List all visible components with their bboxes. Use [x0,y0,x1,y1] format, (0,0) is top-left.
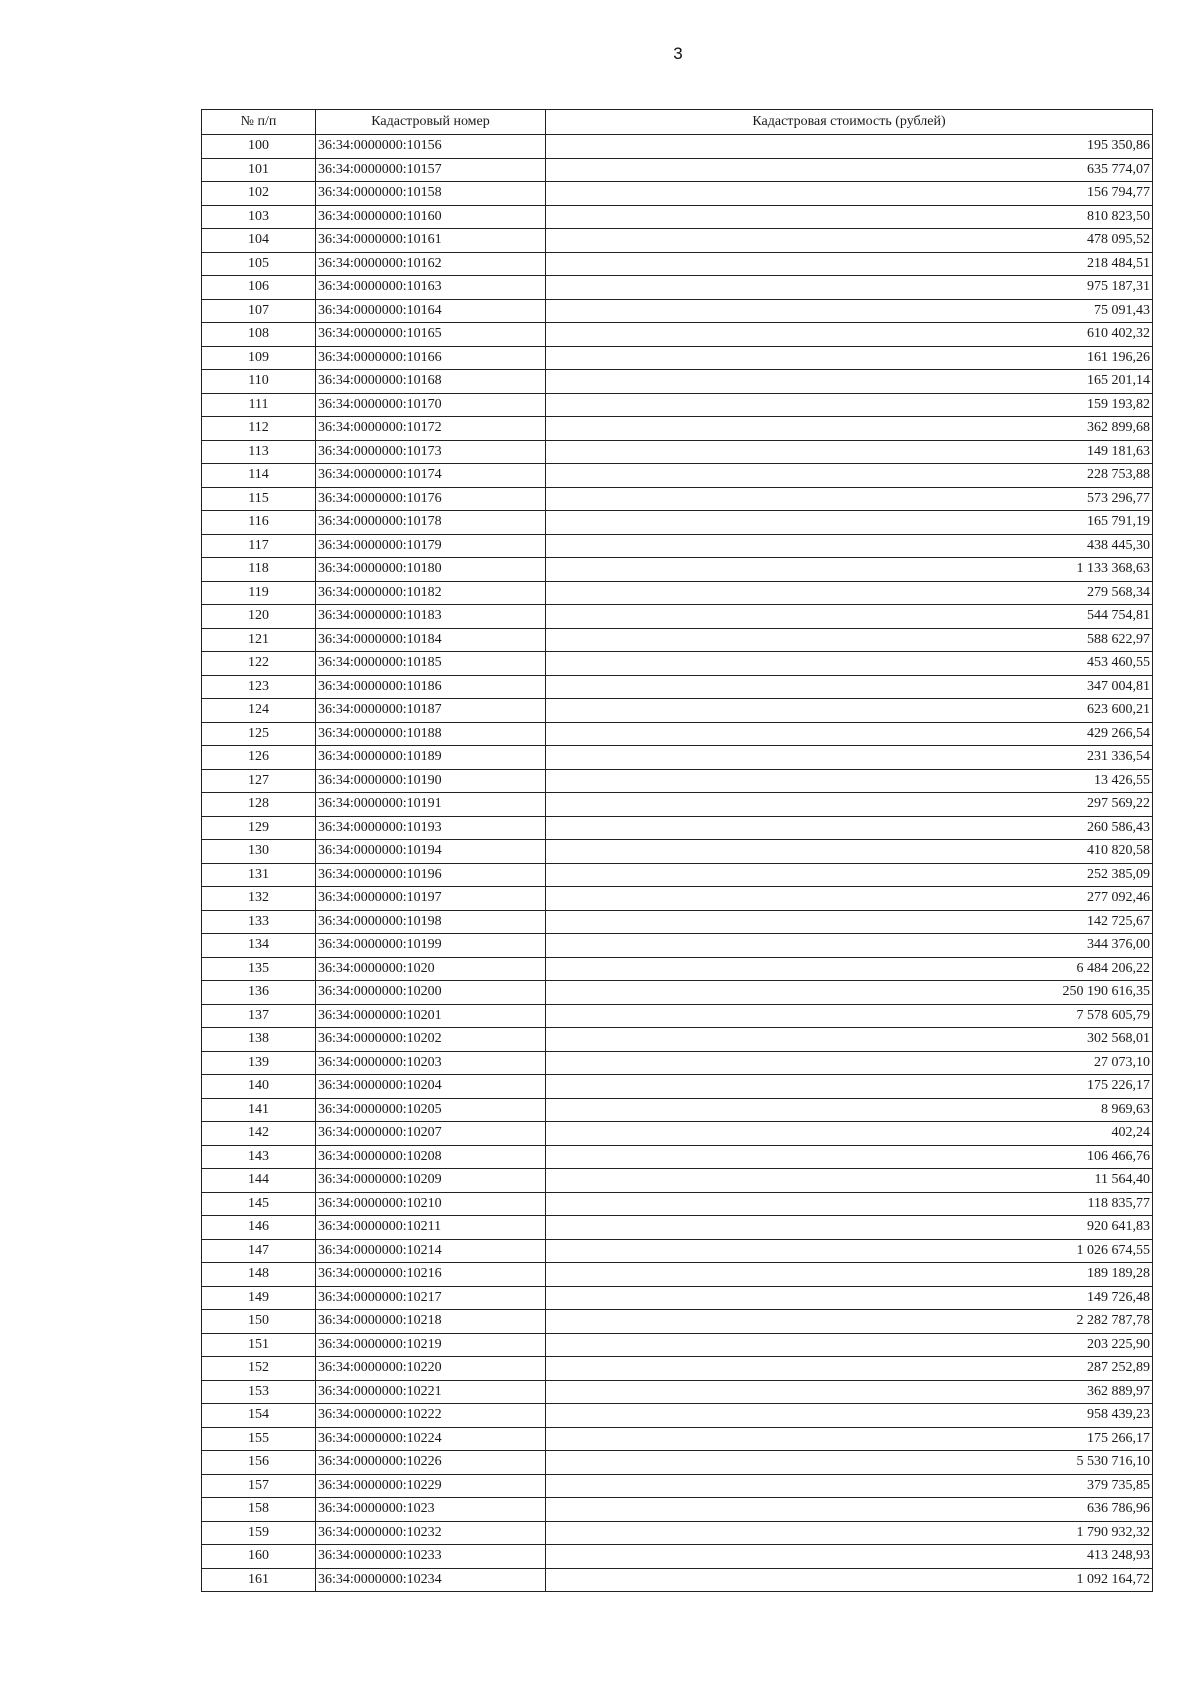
cadastral-value-cell: 11 564,40 [546,1169,1153,1193]
cadastral-value-cell: 1 026 674,55 [546,1239,1153,1263]
row-number-cell: 114 [202,464,316,488]
table-row [202,487,1153,511]
cadastral-value-cell: 260 586,43 [546,816,1153,840]
cadastral-number-cell: 36:34:0000000:10193 [316,816,546,840]
row-number-cell: 158 [202,1498,316,1522]
table-row [202,370,1153,394]
row-number-cell: 141 [202,1098,316,1122]
table-row [202,1568,1153,1592]
table-row [202,887,1153,911]
header-row [202,110,1153,135]
table-row [202,1169,1153,1193]
table-row [202,1004,1153,1028]
table-row [202,1028,1153,1052]
cadastral-value-cell: 402,24 [546,1122,1153,1146]
row-number-cell: 145 [202,1192,316,1216]
table-row [202,440,1153,464]
cadastral-value-cell: 106 466,76 [546,1145,1153,1169]
row-number-cell: 130 [202,840,316,864]
table-row [202,229,1153,253]
cadastral-number-cell: 36:34:0000000:10156 [316,135,546,159]
cadastral-number-cell: 36:34:0000000:10200 [316,981,546,1005]
cadastral-number-cell: 36:34:0000000:10204 [316,1075,546,1099]
cadastral-value-cell: 362 889,97 [546,1380,1153,1404]
cadastral-number-cell: 36:34:0000000:10178 [316,511,546,535]
cadastral-number-cell: 36:34:0000000:10232 [316,1521,546,1545]
table-row [202,652,1153,676]
row-number-cell: 123 [202,675,316,699]
cadastral-value-cell: 149 726,48 [546,1286,1153,1310]
table-row [202,863,1153,887]
cadastral-value-cell: 165 791,19 [546,511,1153,535]
cadastral-value-cell: 379 735,85 [546,1474,1153,1498]
row-number-cell: 118 [202,558,316,582]
cadastral-value-cell: 189 189,28 [546,1263,1153,1287]
cadastral-value-cell: 438 445,30 [546,534,1153,558]
cadastral-value-cell: 250 190 616,35 [546,981,1153,1005]
row-number-cell: 159 [202,1521,316,1545]
row-number-cell: 113 [202,440,316,464]
table-row [202,722,1153,746]
cadastral-value-cell: 161 196,26 [546,346,1153,370]
cadastral-value-cell: 6 484 206,22 [546,957,1153,981]
cadastral-number-cell: 36:34:0000000:10162 [316,252,546,276]
cadastral-value-cell: 175 226,17 [546,1075,1153,1099]
cadastral-value-cell: 8 969,63 [546,1098,1153,1122]
row-number-cell: 122 [202,652,316,676]
row-number-cell: 153 [202,1380,316,1404]
cadastral-value-cell: 156 794,77 [546,182,1153,206]
cadastral-value-cell: 7 578 605,79 [546,1004,1153,1028]
cadastral-value-cell: 362 899,68 [546,417,1153,441]
row-number-cell: 105 [202,252,316,276]
row-number-cell: 120 [202,605,316,629]
header-row-number: № п/п [202,110,316,135]
table-row [202,1451,1153,1475]
cadastral-number-cell: 36:34:0000000:1023 [316,1498,546,1522]
table-row [202,534,1153,558]
cadastral-number-cell: 36:34:0000000:10207 [316,1122,546,1146]
cadastral-number-cell: 36:34:0000000:10180 [316,558,546,582]
row-number-cell: 119 [202,581,316,605]
cadastral-number-cell: 36:34:0000000:10191 [316,793,546,817]
cadastral-number-cell: 36:34:0000000:10185 [316,652,546,676]
row-number-cell: 143 [202,1145,316,1169]
cadastral-number-cell: 36:34:0000000:10205 [316,1098,546,1122]
cadastral-number-cell: 36:34:0000000:10160 [316,205,546,229]
cadastral-number-cell: 36:34:0000000:10199 [316,934,546,958]
cadastral-number-cell: 36:34:0000000:10194 [316,840,546,864]
cadastral-number-cell: 36:34:0000000:10163 [316,276,546,300]
cadastral-value-cell: 2 282 787,78 [546,1310,1153,1334]
cadastral-number-cell: 36:34:0000000:10186 [316,675,546,699]
table-row [202,699,1153,723]
cadastral-number-cell: 36:34:0000000:10173 [316,440,546,464]
cadastral-value-table [201,109,1153,1592]
cadastral-number-cell: 36:34:0000000:10183 [316,605,546,629]
cadastral-value-cell: 175 266,17 [546,1427,1153,1451]
table-row [202,511,1153,535]
row-number-cell: 138 [202,1028,316,1052]
row-number-cell: 121 [202,628,316,652]
row-number-cell: 149 [202,1286,316,1310]
table-row [202,581,1153,605]
cadastral-value-cell: 165 201,14 [546,370,1153,394]
table-row [202,769,1153,793]
cadastral-value-cell: 287 252,89 [546,1357,1153,1381]
cadastral-value-cell: 588 622,97 [546,628,1153,652]
table-row [202,1075,1153,1099]
cadastral-value-cell: 13 426,55 [546,769,1153,793]
table-row [202,1263,1153,1287]
table-row [202,1051,1153,1075]
table-row [202,276,1153,300]
table-row [202,464,1153,488]
row-number-cell: 110 [202,370,316,394]
cadastral-value-cell: 478 095,52 [546,229,1153,253]
row-number-cell: 152 [202,1357,316,1381]
cadastral-number-cell: 36:34:0000000:10224 [316,1427,546,1451]
row-number-cell: 109 [202,346,316,370]
cadastral-value-cell: 610 402,32 [546,323,1153,347]
table-row [202,746,1153,770]
cadastral-number-cell: 36:34:0000000:10229 [316,1474,546,1498]
cadastral-number-cell: 36:34:0000000:10209 [316,1169,546,1193]
table-body [202,135,1153,1592]
page-number: 3 [673,44,683,63]
table-row [202,816,1153,840]
cadastral-number-cell: 36:34:0000000:10190 [316,769,546,793]
cadastral-number-cell: 36:34:0000000:10164 [316,299,546,323]
table-row [202,675,1153,699]
row-number-cell: 140 [202,1075,316,1099]
cadastral-number-cell: 36:34:0000000:10182 [316,581,546,605]
row-number-cell: 151 [202,1333,316,1357]
cadastral-value-cell: 228 753,88 [546,464,1153,488]
table-row [202,182,1153,206]
cadastral-value-cell: 975 187,31 [546,276,1153,300]
table-row [202,1521,1153,1545]
table-row [202,1286,1153,1310]
cadastral-number-cell: 36:34:0000000:10234 [316,1568,546,1592]
table-row [202,1427,1153,1451]
cadastral-number-cell: 36:34:0000000:10210 [316,1192,546,1216]
row-number-cell: 101 [202,158,316,182]
cadastral-value-cell: 149 181,63 [546,440,1153,464]
cadastral-number-cell: 36:34:0000000:10184 [316,628,546,652]
row-number-cell: 148 [202,1263,316,1287]
row-number-cell: 129 [202,816,316,840]
row-number-cell: 160 [202,1545,316,1569]
table-row [202,1216,1153,1240]
table-row [202,605,1153,629]
row-number-cell: 133 [202,910,316,934]
cadastral-value-cell: 344 376,00 [546,934,1153,958]
row-number-cell: 156 [202,1451,316,1475]
cadastral-number-cell: 36:34:0000000:10208 [316,1145,546,1169]
table-row [202,1239,1153,1263]
row-number-cell: 115 [202,487,316,511]
row-number-cell: 128 [202,793,316,817]
row-number-cell: 116 [202,511,316,535]
table-row [202,1498,1153,1522]
table-row [202,393,1153,417]
table-row [202,252,1153,276]
row-number-cell: 126 [202,746,316,770]
cadastral-number-cell: 36:34:0000000:10226 [316,1451,546,1475]
row-number-cell: 124 [202,699,316,723]
row-number-cell: 137 [202,1004,316,1028]
row-number-cell: 139 [202,1051,316,1075]
cadastral-value-cell: 429 266,54 [546,722,1153,746]
row-number-cell: 107 [202,299,316,323]
row-number-cell: 100 [202,135,316,159]
cadastral-value-cell: 1 133 368,63 [546,558,1153,582]
table-row [202,1474,1153,1498]
cadastral-number-cell: 36:34:0000000:10198 [316,910,546,934]
table-row [202,910,1153,934]
cadastral-number-cell: 36:34:0000000:10233 [316,1545,546,1569]
cadastral-value-cell: 413 248,93 [546,1545,1153,1569]
cadastral-value-cell: 623 600,21 [546,699,1153,723]
cadastral-number-cell: 36:34:0000000:10202 [316,1028,546,1052]
table-row [202,981,1153,1005]
table-row [202,135,1153,159]
table-row [202,1098,1153,1122]
cadastral-value-cell: 302 568,01 [546,1028,1153,1052]
row-number-cell: 125 [202,722,316,746]
table-row [202,1122,1153,1146]
row-number-cell: 147 [202,1239,316,1263]
cadastral-value-cell: 231 336,54 [546,746,1153,770]
cadastral-number-cell: 36:34:0000000:10214 [316,1239,546,1263]
cadastral-value-cell: 635 774,07 [546,158,1153,182]
table-row [202,158,1153,182]
header-cadastral-value: Кадастровая стоимость (рублей) [546,110,1153,135]
table-row [202,957,1153,981]
row-number-cell: 154 [202,1404,316,1428]
cadastral-value-cell: 958 439,23 [546,1404,1153,1428]
cadastral-number-cell: 36:34:0000000:10197 [316,887,546,911]
cadastral-number-cell: 36:34:0000000:10196 [316,863,546,887]
cadastral-number-cell: 36:34:0000000:10179 [316,534,546,558]
table-row [202,1333,1153,1357]
cadastral-value-cell: 118 835,77 [546,1192,1153,1216]
header-cadastral-number: Кадастровый номер [316,110,546,135]
row-number-cell: 102 [202,182,316,206]
cadastral-value-cell: 347 004,81 [546,675,1153,699]
cadastral-number-cell: 36:34:0000000:10203 [316,1051,546,1075]
cadastral-number-cell: 36:34:0000000:10187 [316,699,546,723]
row-number-cell: 144 [202,1169,316,1193]
cadastral-value-cell: 920 641,83 [546,1216,1153,1240]
cadastral-value-cell: 544 754,81 [546,605,1153,629]
table-row [202,1310,1153,1334]
row-number-cell: 135 [202,957,316,981]
cadastral-number-cell: 36:34:0000000:10189 [316,746,546,770]
table-row [202,1545,1153,1569]
table-row [202,628,1153,652]
row-number-cell: 112 [202,417,316,441]
cadastral-number-cell: 36:34:0000000:10174 [316,464,546,488]
cadastral-value-cell: 410 820,58 [546,840,1153,864]
table-row [202,346,1153,370]
cadastral-number-cell: 36:34:0000000:10188 [316,722,546,746]
cadastral-number-cell: 36:34:0000000:10172 [316,417,546,441]
table-row [202,205,1153,229]
row-number-cell: 142 [202,1122,316,1146]
cadastral-number-cell: 36:34:0000000:10216 [316,1263,546,1287]
cadastral-value-cell: 573 296,77 [546,487,1153,511]
cadastral-value-cell: 159 193,82 [546,393,1153,417]
cadastral-number-cell: 36:34:0000000:10217 [316,1286,546,1310]
cadastral-value-cell: 636 786,96 [546,1498,1153,1522]
cadastral-number-cell: 36:34:0000000:10170 [316,393,546,417]
row-number-cell: 111 [202,393,316,417]
row-number-cell: 134 [202,934,316,958]
row-number-cell: 146 [202,1216,316,1240]
row-number-cell: 106 [202,276,316,300]
cadastral-value-cell: 297 569,22 [546,793,1153,817]
cadastral-number-cell: 36:34:0000000:10219 [316,1333,546,1357]
cadastral-number-cell: 36:34:0000000:10158 [316,182,546,206]
cadastral-value-cell: 218 484,51 [546,252,1153,276]
cadastral-value-cell: 277 092,46 [546,887,1153,911]
cadastral-value-cell: 203 225,90 [546,1333,1153,1357]
cadastral-value-cell: 27 073,10 [546,1051,1153,1075]
table-row [202,1404,1153,1428]
cadastral-number-cell: 36:34:0000000:10221 [316,1380,546,1404]
row-number-cell: 136 [202,981,316,1005]
table-row [202,1192,1153,1216]
cadastral-value-cell: 75 091,43 [546,299,1153,323]
cadastral-value-cell: 810 823,50 [546,205,1153,229]
cadastral-value-cell: 453 460,55 [546,652,1153,676]
table-row [202,417,1153,441]
cadastral-value-cell: 279 568,34 [546,581,1153,605]
table-row [202,793,1153,817]
row-number-cell: 157 [202,1474,316,1498]
row-number-cell: 103 [202,205,316,229]
table-row [202,1145,1153,1169]
table-row [202,299,1153,323]
cadastral-number-cell: 36:34:0000000:10176 [316,487,546,511]
cadastral-number-cell: 36:34:0000000:10211 [316,1216,546,1240]
row-number-cell: 161 [202,1568,316,1592]
cadastral-value-cell: 142 725,67 [546,910,1153,934]
table-row [202,1380,1153,1404]
row-number-cell: 150 [202,1310,316,1334]
table-row [202,1357,1153,1381]
row-number-cell: 155 [202,1427,316,1451]
cadastral-number-cell: 36:34:0000000:10157 [316,158,546,182]
row-number-cell: 132 [202,887,316,911]
cadastral-number-cell: 36:34:0000000:10222 [316,1404,546,1428]
cadastral-number-cell: 36:34:0000000:10201 [316,1004,546,1028]
cadastral-number-cell: 36:34:0000000:10218 [316,1310,546,1334]
table-row [202,558,1153,582]
cadastral-number-cell: 36:34:0000000:1020 [316,957,546,981]
cadastral-value-cell: 252 385,09 [546,863,1153,887]
cadastral-number-cell: 36:34:0000000:10168 [316,370,546,394]
cadastral-number-cell: 36:34:0000000:10165 [316,323,546,347]
table-row [202,934,1153,958]
table-header [202,110,1153,135]
cadastral-number-cell: 36:34:0000000:10166 [316,346,546,370]
cadastral-value-cell: 5 530 716,10 [546,1451,1153,1475]
row-number-cell: 108 [202,323,316,347]
row-number-cell: 104 [202,229,316,253]
cadastral-number-cell: 36:34:0000000:10220 [316,1357,546,1381]
row-number-cell: 131 [202,863,316,887]
row-number-cell: 127 [202,769,316,793]
cadastral-number-cell: 36:34:0000000:10161 [316,229,546,253]
cadastral-value-cell: 1 092 164,72 [546,1568,1153,1592]
table-row [202,840,1153,864]
cadastral-value-cell: 1 790 932,32 [546,1521,1153,1545]
table-row [202,323,1153,347]
row-number-cell: 117 [202,534,316,558]
cadastral-value-cell: 195 350,86 [546,135,1153,159]
